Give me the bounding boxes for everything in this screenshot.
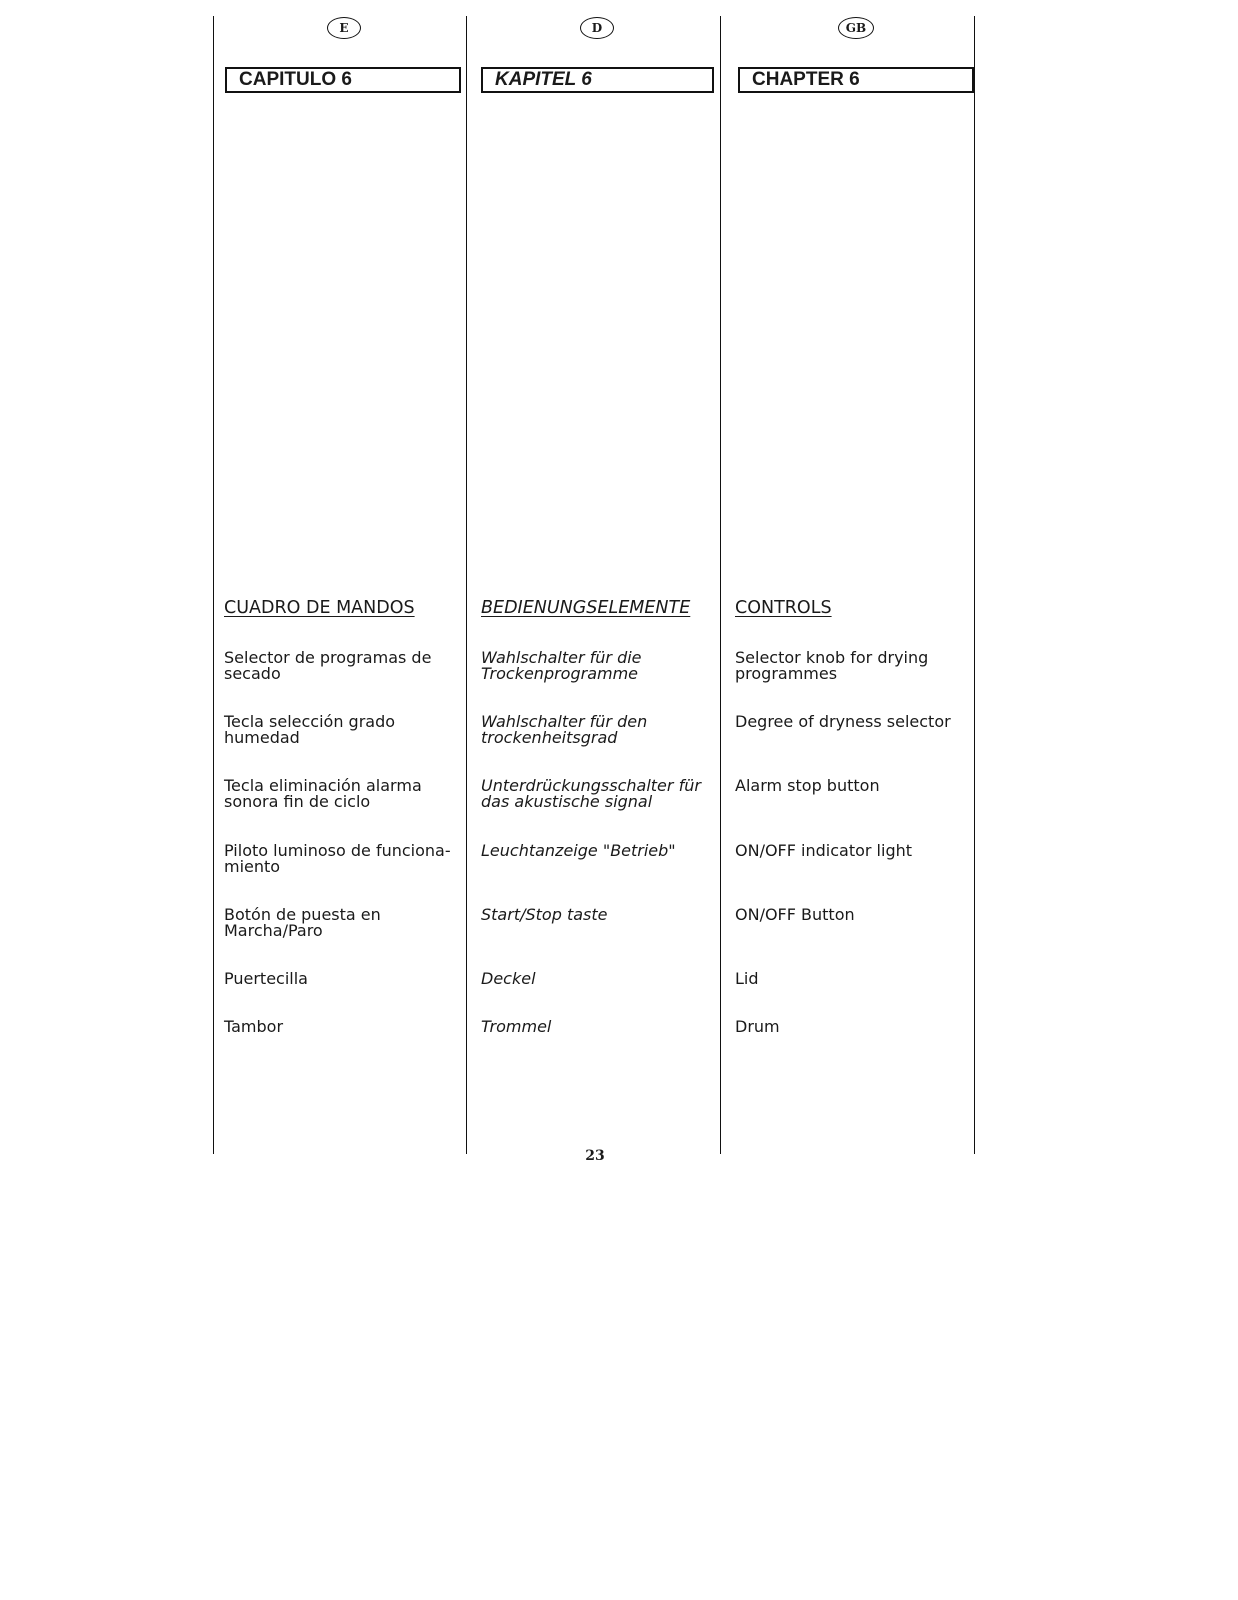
control-item-line: sonora fin de ciclo [224, 792, 371, 811]
chapter-title-e: CAPITULO 6 [225, 67, 461, 93]
controls-column-gb [735, 598, 967, 1036]
column-rule [974, 16, 975, 1154]
control-item-line: Alarm stop button [735, 776, 880, 795]
control-item-line: Marcha/Paro [224, 921, 323, 940]
control-item [224, 971, 308, 987]
control-item-line: Puertecilla [224, 969, 308, 988]
control-item-line: Selector knob for drying [735, 648, 929, 667]
control-item [481, 971, 536, 987]
chapter-title-gb: CHAPTER 6 [738, 67, 974, 93]
control-item [481, 907, 607, 923]
controls-column-d [481, 598, 713, 1036]
control-item-line: Drum [735, 1017, 780, 1036]
control-item-line: Tecla eliminación alarma [224, 776, 422, 795]
control-item [224, 714, 395, 746]
control-item-line: Tecla selección grado [224, 712, 396, 731]
control-item-line: Trommel [481, 1017, 552, 1036]
control-item [735, 907, 855, 923]
control-item-line: humedad [224, 728, 300, 747]
control-item [224, 650, 431, 682]
control-item-line: Start/Stop taste [481, 905, 608, 924]
control-item [224, 778, 422, 810]
control-item-line: Tambor [224, 1017, 284, 1036]
control-item [224, 907, 381, 939]
control-item-line: Unterdrückungsschalter für [481, 776, 701, 795]
column-rule [720, 16, 721, 1154]
control-item-line: trockenheitsgrad [481, 728, 618, 747]
control-item-line: das akustische signal [481, 792, 653, 811]
control-item-line: programmes [735, 664, 838, 683]
control-item [481, 650, 642, 682]
column-rule [213, 16, 214, 1154]
language-badge-d: D [580, 17, 614, 39]
control-item-line: Wahlschalter für den [481, 712, 648, 731]
control-item-line: Trockenprogramme [481, 664, 639, 683]
control-item-line: ON/OFF Button [735, 905, 855, 924]
control-item-line: secado [224, 664, 281, 683]
control-item-line: Piloto luminoso de funciona- [224, 841, 451, 860]
section-heading: CONTROLS [735, 598, 832, 618]
control-item [735, 1019, 780, 1035]
control-item [735, 714, 951, 730]
page-number: 23 [585, 1148, 605, 1164]
controls-column-e [224, 598, 456, 1036]
control-item-line: Deckel [481, 969, 536, 988]
control-item [481, 843, 676, 859]
column-rule [466, 16, 467, 1154]
control-item-line: ON/OFF indicator light [735, 841, 913, 860]
control-item-line: Lid [735, 969, 759, 988]
control-item [735, 843, 912, 859]
section-heading: BEDIENUNGSELEMENTE [481, 598, 691, 618]
control-item [224, 1019, 283, 1035]
control-item [735, 650, 928, 682]
chapter-title-d: KAPITEL 6 [481, 67, 714, 93]
control-item [481, 714, 647, 746]
language-badge-gb: GB [838, 17, 874, 39]
control-item [224, 843, 451, 875]
control-item-line: miento [224, 857, 281, 876]
control-item [481, 1019, 551, 1035]
language-badge-e: E [327, 17, 361, 39]
control-item [735, 971, 759, 987]
control-item-line: Degree of dryness selector [735, 712, 951, 731]
control-item-line: Selector de programas de [224, 648, 432, 667]
control-item-line: Leuchtanzeige "Betrieb" [481, 841, 676, 860]
control-item [735, 778, 880, 794]
control-item [481, 778, 701, 810]
control-item-line: Wahlschalter für die [481, 648, 642, 667]
section-heading: CUADRO DE MANDOS [224, 598, 415, 618]
control-item-line: Botón de puesta en [224, 905, 381, 924]
